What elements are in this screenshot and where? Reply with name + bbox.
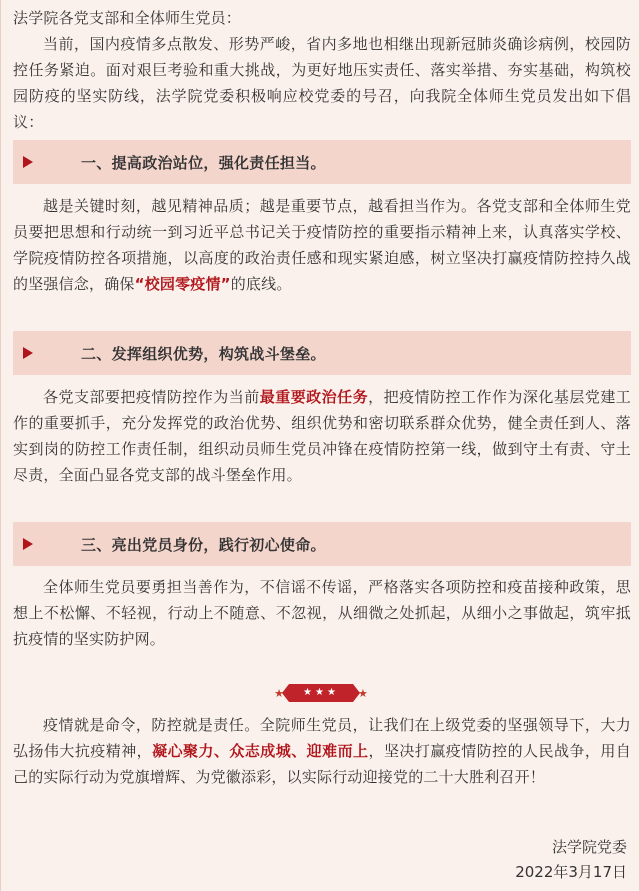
section-3-body: 全体师生党员要勇担当善作为，不信谣不传谣，严格落实各项防控和疫苗接种政策，思想上不松懈、不轻视，行动上不随意、不忽视，从细微之处抓起，从细小之事做起，筑牢抵抗疫情的坚实防护网。 xyxy=(13,578,631,648)
triangle-bullet-icon xyxy=(23,347,33,359)
section-1-text-end: 的底线。 xyxy=(230,275,292,293)
ribbon-icon: ★★★ xyxy=(289,684,353,702)
closing-text: 疫情就是命令，防控就是责任。全院师生党员，让我们在上级党委的坚强领导下，大力弘扬伟大抗疫精神， xyxy=(13,716,631,760)
section-heading-text: 二、发挥组织优势，构筑战斗堡垒。 xyxy=(81,344,326,363)
section-1-emphasis: “校园零疫情” xyxy=(134,275,231,293)
star-ribbon-divider xyxy=(1,684,640,702)
closing-paragraph xyxy=(13,712,631,790)
intro-paragraph: 当前，国内疫情多点散发、形势严峻，省内多地也相继出现新冠肺炎确诊病例，校园防控任务紧迫。面对艰巨考验和重大挑战，为更好地压实责任、落实举措、夯实基础，构筑校园防疫的坚实防线，法学院党委积极响应校党委的号召，向我院全体师生党员发出如下倡议： xyxy=(13,35,631,131)
section-heading-3 xyxy=(13,522,631,566)
section-2-text: 各党支部要把疫情防控作为当前 xyxy=(43,388,260,406)
closing-text-end: ，坚决打赢疫情防控的人民战争，用自己的实际行动为党旗增辉、为党徽添彩，以实际行动迎接党的二十大胜利召开！ xyxy=(13,742,631,786)
triangle-bullet-icon xyxy=(23,156,33,168)
section-2-emphasis: 最重要政治任务 xyxy=(259,388,369,406)
section-1-text: 越是关键时刻，越见精神品质；越是重要节点，越看担当作为。各党支部和全体师生党员要把思想和行动统一到习近平总书记关于疫情防控的重要指示精神上来，认真落实学校、学院疫情防控各项措施，以高度的政治责任感和现实紧迫感，树立坚决打赢疫情防控持久战的坚强信念，确保 xyxy=(13,197,631,293)
star-icon: ★ xyxy=(357,686,368,700)
signature-org: 法学院党委 xyxy=(551,838,627,856)
section-1-body xyxy=(13,193,631,297)
section-heading-text: 一、提高政治站位，强化责任担当。 xyxy=(81,153,326,172)
triangle-bullet-icon xyxy=(23,538,33,550)
star-icon: ★ xyxy=(274,686,285,700)
section-heading-1 xyxy=(13,140,631,184)
closing-emphasis: 凝心聚力、众志成城、迎难而上 xyxy=(152,742,369,760)
section-heading-2 xyxy=(13,331,631,375)
salutation: 法学院各党支部和全体师生党员： xyxy=(13,9,242,27)
section-2-text-end: ，把疫情防控工作作为深化基层党建工作的重要抓手，充分发挥党的政治优势、组织优势和密切联系群众优势，健全责任到人、落实到岗的防控工作责任制，组织动员师生党员冲锋在疫情防控第一线，做到守土有责、守土尽责，全面凸显各党支部的战斗堡垒作用。 xyxy=(13,388,631,484)
signature-date: 2022年3月17日 xyxy=(515,863,627,881)
section-2-body xyxy=(13,384,631,488)
section-heading-text: 三、亮出党员身份，践行初心使命。 xyxy=(81,535,326,554)
